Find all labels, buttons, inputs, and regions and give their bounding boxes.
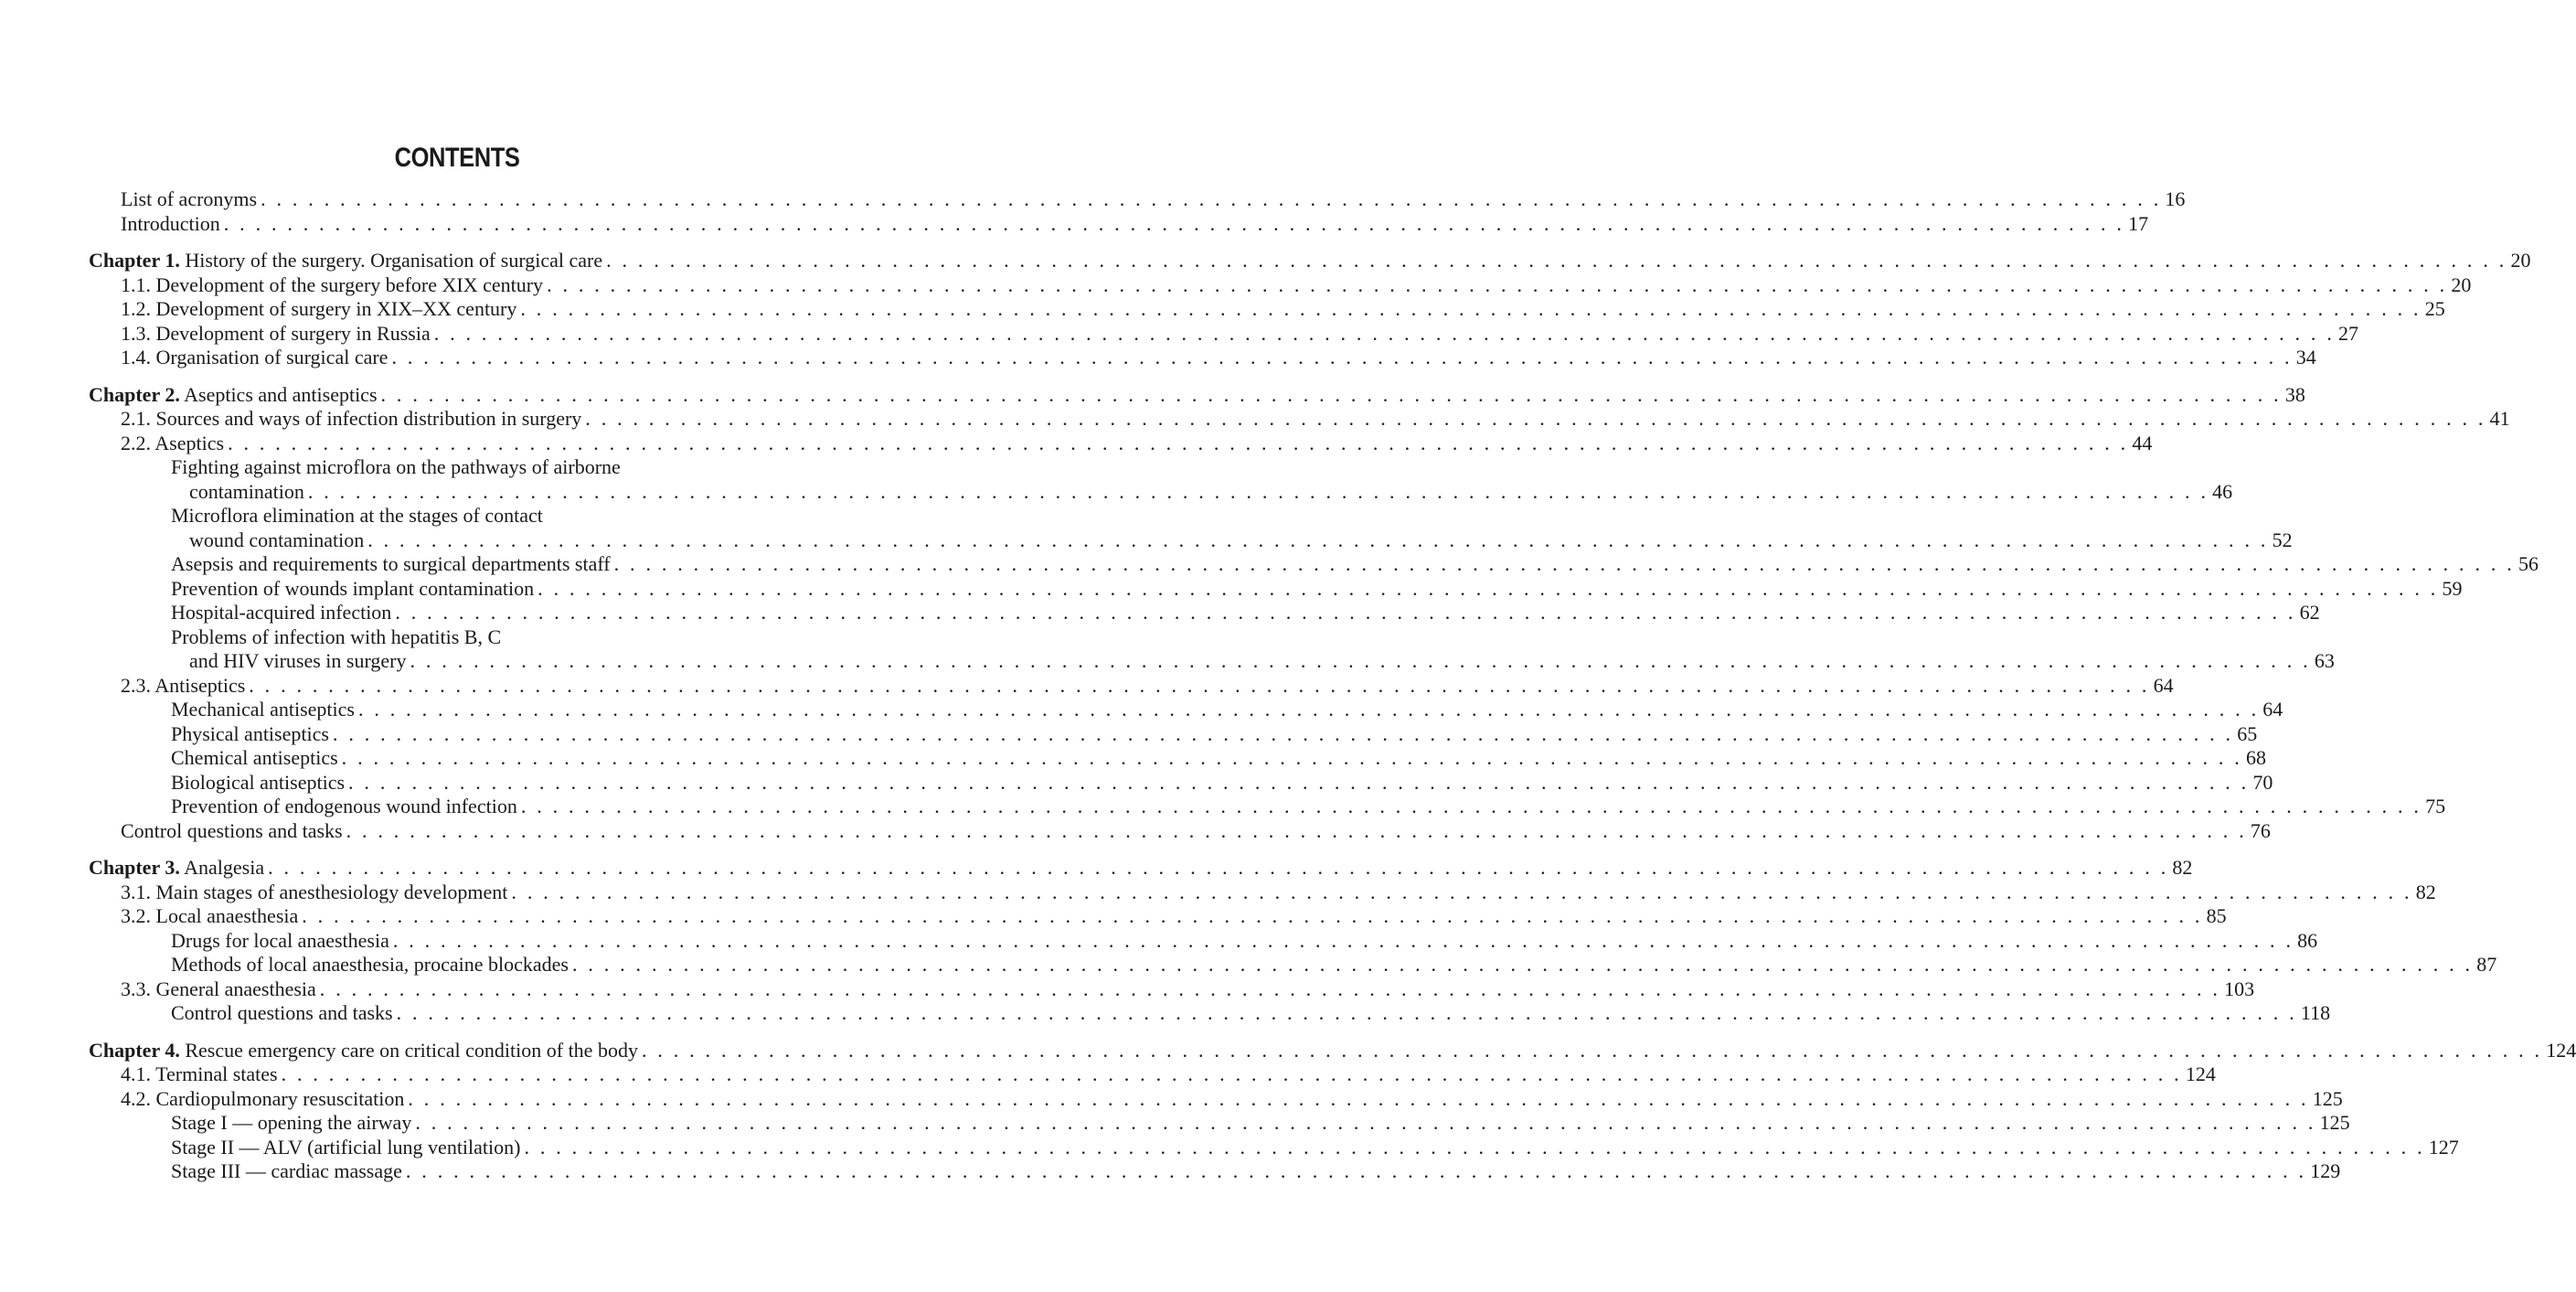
page-number: 27 xyxy=(2338,321,2359,345)
toc-chapter-entry xyxy=(89,249,2531,272)
dot-leader: . . . . . . . . . . . . . . . . . . . . . . . . . . . . . . . . . . . . . . . . . . . . . . . . . . . . . . . . . . . . . . . . . . . . . . . . . . . . . . . . . . . . . . . . . . . . . . . . . . . . . . . . . . . . . . . . . . . . . . . . xyxy=(538,576,2439,600)
page-number: 127 xyxy=(2428,1135,2459,1159)
entry-title-text: 1.1. Development of the surgery before XIX century xyxy=(121,272,544,296)
entry-title-text: List of acronyms xyxy=(121,187,258,210)
entry-title-text: 2.1. Sources and ways of infection distribution in surgery xyxy=(121,407,582,430)
toc-entry xyxy=(189,649,2335,673)
toc-entry xyxy=(171,928,2318,953)
toc-entry xyxy=(121,321,2359,346)
dot-leader: . . . . . . . . . . . . . . . . . . . . . . . . . . . . . . . . . . . . . . . . . . . . . . . . . . . . . . . . . . . . . . . . . . . . . . . . . . . . . . . . . . . . . . . . . . . . . . . . . . . . . . . . . . . . . . . . . . . . . . . . xyxy=(223,211,2125,235)
page-number: 62 xyxy=(2299,601,2320,624)
page-number: 82 xyxy=(2172,856,2193,879)
page-number: 44 xyxy=(2132,431,2153,454)
toc-entry xyxy=(171,1111,2350,1135)
toc-entry xyxy=(171,504,814,528)
dot-leader: . . . . . . . . . . . . . . . . . . . . . . . . . . . . . . . . . . . . . . . . . . . . . . . . . . . . . . . . . . . . . . . . . . . . . . . . . . . . . . . . . . . . . . . . . . . . . . . . . . . . . . . . . . . . . . . . . . . . . . . . xyxy=(392,928,2294,952)
dot-leader: . . . . . . . . . . . . . . . . . . . . . . . . . . . . . . . . . . . . . . . . . . . . . . . . . . . . . . . . . . . . . . . . . . . . . . . . . . . . . . . . . . . . . . . . . . . . . . . . . . . . . . . . . . . . . . . . . . . . . . . . xyxy=(281,1062,2182,1085)
toc-entry xyxy=(121,431,2153,455)
entry-title xyxy=(189,480,304,504)
entry-title-text: Stage I — opening the airway xyxy=(171,1111,412,1134)
entry-title-text: Analgesia xyxy=(179,856,265,879)
dot-leader: . . . . . . . . . . . . . . . . . . . . . . . . . . . . . . . . . . . . . . . . . . . . . . . . . . . . . . . . . . . . . . . . . . . . . . . . . . . . . . . . . . . . . . . . . . . . . . . . . . . . . . . . . . . . . . . . . . . . . . . . xyxy=(261,187,2162,210)
page-number: 76 xyxy=(2250,818,2271,842)
toc-entry xyxy=(121,904,2227,928)
toc-entry xyxy=(121,187,2186,211)
page-number: 64 xyxy=(2153,673,2174,697)
dot-leader: . . . . . . . . . . . . . . . . . . . . . . . . . . . . . . . . . . . . . . . . . . . . . . . . . . . . . . . . . . . . . . . . . . . . . . . . . . . . . . . . . . . . . . . . . . . . . . . . . . . . . . . . . . . . . . . . . . . . . . . . xyxy=(341,746,2242,769)
dot-leader: . . . . . . . . . . . . . . . . . . . . . . . . . . . . . . . . . . . . . . . . . . . . . . . . . . . . . . . . . . . . . . . . . . . . . . . . . . . . . . . . . . . . . . . . . . . . . . . . . . . . . . . . . . . . . . . . . . . . . . . . xyxy=(524,1135,2425,1159)
dot-leader: . . . . . . . . . . . . . . . . . . . . . . . . . . . . . . . . . . . . . . . . . . . . . . . . . . . . . . . . . . . . . . . . . . . . . . . . . . . . . . . . . . . . . . . . . . . . . . . . . . . . . . . . . . . . . . . . . . . . . . . . xyxy=(520,297,2422,320)
page-number: 103 xyxy=(2224,977,2255,1000)
entry-title xyxy=(89,856,264,880)
dot-leader: . . . . . . . . . . . . . . . . . . . . . . . . . . . . . . . . . . . . . . . . . . . . . . . . . . . . . . . . . . . . . . . . . . . . . . . . . . . . . . . . . . . . . . . . . . . . . . . . . . . . . . . . . . . . . . . . . . . . . . . . xyxy=(511,880,2412,903)
page-title: CONTENTS xyxy=(394,143,520,173)
entry-title-text: Control questions and tasks xyxy=(171,1001,393,1024)
dot-leader: . . . . . . . . . . . . . . . . . . . . . . . . . . . . . . . . . . . . . . . . . . . . . . . . . . . . . . . . . . . . . . . . . . . . . . . . . . . . . . . . . . . . . . . . . . . . . . . . . . . . . . . . . . . . . . . . . . . . . . . . xyxy=(433,321,2336,345)
entry-title xyxy=(189,529,364,552)
entry-title-text: wound contamination xyxy=(189,528,365,551)
dot-leader: . . . . . . . . . . . . . . . . . . . . . . . . . . . . . . . . . . . . . . . . . . . . . . . . . . . . . . . . . . . . . . . . . . . . . . . . . . . . . . . . . . . . . . . . . . . . . . . . . . . . . . . . . . . . . . . . . . . . . . . . xyxy=(380,382,2282,406)
dot-leader: . . . . . . . . . . . . . . . . . . . . . . . . . . . . . . . . . . . . . . . . . . . . . . . . . . . . . . . . . . . . . . . . . . . . . . . . . . . . . . . . . . . . . . . . . . . . . . . . . . . . . . . . . . . . . . . . . . . . . . . . xyxy=(606,249,2507,272)
entry-title-text: 2.2. Aseptics xyxy=(121,431,225,454)
entry-title-text: History of the surgery. Organisation of surgical care xyxy=(179,249,603,272)
entry-title-text: and HIV viruses in surgery xyxy=(189,649,407,672)
toc-chapter-entry xyxy=(89,1038,2576,1062)
entry-title xyxy=(171,577,534,601)
page-number: 124 xyxy=(2546,1038,2576,1062)
dot-leader: . . . . . . . . . . . . . . . . . . . . . . . . . . . . . . . . . . . . . . . . . . . . . . . . . . . . . . . . . . . . . . . . . . . . . . . . . . . . . . . . . . . . . . . . . . . . . . . . . . . . . . . . . . . . . . . . . . . . . . . . xyxy=(396,1001,2297,1024)
entry-title xyxy=(171,455,621,479)
page-number: 59 xyxy=(2442,576,2463,600)
dot-leader: . . . . . . . . . . . . . . . . . . . . . . . . . . . . . . . . . . . . . . . . . . . . . . . . . . . . . . . . . . . . . . . . . . . . . . . . . . . . . . . . . . . . . . . . . . . . . . . . . . . . . . . . . . . . . . . . . . . . . . . . xyxy=(415,1111,2316,1134)
page-number: 86 xyxy=(2297,928,2318,952)
entry-title-text: Physical antiseptics xyxy=(171,721,329,745)
entry-title-text: Stage III — cardiac massage xyxy=(171,1159,402,1182)
entry-title xyxy=(121,432,224,455)
chapter-label: Chapter 4. xyxy=(89,1038,180,1062)
dot-leader: . . . . . . . . . . . . . . . . . . . . . . . . . . . . . . . . . . . . . . . . . . . . . . . . . . . . . . . . . . . . . . . . . . . . . . . . . . . . . . . . . . . . . . . . . . . . . . . . . . . . . . . . . . . . . . . . . . . . . . . . xyxy=(547,272,2448,296)
entry-title xyxy=(121,346,388,369)
entry-title xyxy=(89,1039,638,1062)
entry-title-text: contamination xyxy=(189,479,304,503)
toc-entry xyxy=(189,528,2293,552)
dot-leader: . . . . . . . . . . . . . . . . . . . . . . . . . . . . . . . . . . . . . . . . . . . . . . . . . . . . . . . . . . . . . . . . . . . . . . . . . . . . . . . . . . . . . . . . . . . . . . . . . . . . . . . . . . . . . . . . . . . . . . . . xyxy=(228,431,2129,454)
dot-leader: . . . . . . . . . . . . . . . . . . . . . . . . . . . . . . . . . . . . . . . . . . . . . . . . . . . . . . . . . . . . . . . . . . . . . . . . . . . . . . . . . . . . . . . . . . . . . . . . . . . . . . . . . . . . . . . . . . . . . . . . xyxy=(571,953,2474,976)
page-number: 87 xyxy=(2476,953,2497,976)
dot-leader: . . . . . . . . . . . . . . . . . . . . . . . . . . . . . . . . . . . . . . . . . . . . . . . . . . . . . . . . . . . . . . . . . . . . . . . . . . . . . . . . . . . . . . . . . . . . . . . . . . . . . . . . . . . . . . . . . . . . . . . . xyxy=(332,721,2234,745)
entry-title xyxy=(121,407,581,431)
page-number: 52 xyxy=(2272,528,2293,551)
entry-title-text: Rescue emergency care on critical condition of the body xyxy=(179,1038,638,1062)
page-number: 82 xyxy=(2415,880,2436,903)
entry-title-text: Microflora elimination at the stages of contact xyxy=(171,504,543,527)
page-number: 25 xyxy=(2424,297,2445,320)
entry-title xyxy=(171,722,329,746)
entry-title xyxy=(121,273,543,297)
entry-title xyxy=(171,795,517,818)
entry-title-text: 1.4. Organisation of surgical care xyxy=(121,346,389,368)
entry-title-text: Chemical antiseptics xyxy=(171,746,338,769)
entry-title-text: Control questions and tasks xyxy=(121,818,343,842)
entry-title-text: Prevention of wounds implant contamination xyxy=(171,576,535,600)
page-number: 85 xyxy=(2206,904,2227,927)
toc-entry xyxy=(121,977,2255,1001)
entry-title xyxy=(121,819,343,843)
toc-entry xyxy=(121,297,2445,321)
entry-title-text: Fighting against microflora on the pathways of airborne xyxy=(171,455,621,478)
dot-leader: . . . . . . . . . . . . . . . . . . . . . . . . . . . . . . . . . . . . . . . . . . . . . . . . . . . . . . . . . . . . . . . . . . . . . . . . . . . . . . . . . . . . . . . . . . . . . . . . . . . . . . . . . . . . . . . . . . . . . . . . xyxy=(319,977,2221,1000)
entry-title-text: Biological antiseptics xyxy=(171,770,346,794)
toc-entry xyxy=(121,272,2472,297)
page-number: 34 xyxy=(2295,346,2316,368)
entry-title-text: Stage II — ALV (artificial lung ventilation) xyxy=(171,1135,521,1159)
entry-title-text: Mechanical antiseptics xyxy=(171,698,355,721)
toc-entry xyxy=(171,1159,2341,1183)
toc-entry xyxy=(171,625,814,649)
entry-title-text: Drugs for local anaesthesia xyxy=(171,928,389,952)
dot-leader: . . . . . . . . . . . . . . . . . . . . . . . . . . . . . . . . . . . . . . . . . . . . . . . . . . . . . . . . . . . . . . . . . . . . . . . . . . . . . . . . . . . . . . . . . . . . . . . . . . . . . . . . . . . . . . . . . . . . . . . . xyxy=(408,1086,2309,1110)
dot-leader: . . . . . . . . . . . . . . . . . . . . . . . . . . . . . . . . . . . . . . . . . . . . . . . . . . . . . . . . . . . . . . . . . . . . . . . . . . . . . . . . . . . . . . . . . . . . . . . . . . . . . . . . . . . . . . . . . . . . . . . . xyxy=(357,698,2260,721)
dot-leader: . . . . . . . . . . . . . . . . . . . . . . . . . . . . . . . . . . . . . . . . . . . . . . . . . . . . . . . . . . . . . . . . . . . . . . . . . . . . . . . . . . . . . . . . . . . . . . . . . . . . . . . . . . . . . . . . . . . . . . . . xyxy=(346,818,2247,842)
page-number: 75 xyxy=(2425,795,2446,817)
dot-leader: . . . . . . . . . . . . . . . . . . . . . . . . . . . . . . . . . . . . . . . . . . . . . . . . . . . . . . . . . . . . . . . . . . . . . . . . . . . . . . . . . . . . . . . . . . . . . . . . . . . . . . . . . . . . . . . . . . . . . . . . xyxy=(405,1159,2307,1182)
page-number: 129 xyxy=(2310,1159,2341,1182)
entry-title xyxy=(189,649,407,673)
toc-entry xyxy=(171,721,2258,746)
toc-entry xyxy=(189,479,2233,504)
entry-title xyxy=(121,297,516,321)
entry-title xyxy=(171,746,338,770)
toc-entry xyxy=(171,746,2266,770)
entry-title xyxy=(121,212,220,236)
entry-title xyxy=(171,771,345,795)
toc-entry xyxy=(171,576,2463,601)
entry-title-text: 4.1. Terminal states xyxy=(121,1062,278,1085)
dot-leader: . . . . . . . . . . . . . . . . . . . . . . . . . . . . . . . . . . . . . . . . . . . . . . . . . . . . . . . . . . . . . . . . . . . . . . . . . . . . . . . . . . . . . . . . . . . . . . . . . . . . . . . . . . . . . . . . . . . . . . . . xyxy=(348,770,2250,794)
entry-title xyxy=(171,1159,402,1183)
page-number: 68 xyxy=(2245,746,2266,769)
entry-title-text: 3.3. General anaesthesia xyxy=(121,977,316,1000)
entry-title-text: Methods of local anaesthesia, procaine blockades xyxy=(171,953,569,976)
toc-chapter-entry xyxy=(89,856,2193,880)
page-number: 41 xyxy=(2489,407,2510,430)
toc-entry xyxy=(121,818,2271,843)
page-number: 38 xyxy=(2284,382,2305,406)
entry-title-text: 4.2. Cardiopulmonary resuscitation xyxy=(121,1086,405,1110)
entry-title xyxy=(171,953,569,977)
chapter-label: Chapter 2. xyxy=(89,382,180,406)
entry-title-text: 3.1. Main stages of anesthesiology development xyxy=(121,880,508,903)
dot-leader: . . . . . . . . . . . . . . . . . . . . . . . . . . . . . . . . . . . . . . . . . . . . . . . . . . . . . . . . . . . . . . . . . . . . . . . . . . . . . . . . . . . . . . . . . . . . . . . . . . . . . . . . . . . . . . . . . . . . . . . . xyxy=(613,552,2515,575)
entry-title xyxy=(121,187,257,211)
dot-leader: . . . . . . . . . . . . . . . . . . . . . . . . . . . . . . . . . . . . . . . . . . . . . . . . . . . . . . . . . . . . . . . . . . . . . . . . . . . . . . . . . . . . . . . . . . . . . . . . . . . . . . . . . . . . . . . . . . . . . . . . xyxy=(395,601,2296,624)
entry-title xyxy=(171,929,389,953)
entry-title xyxy=(171,601,391,625)
entry-title-text: 3.2. Local anaesthesia xyxy=(121,904,299,927)
entry-title xyxy=(171,552,611,576)
entry-title xyxy=(89,383,378,407)
entry-title-text: Problems of infection with hepatitis B, C xyxy=(171,625,502,648)
entry-title xyxy=(171,1111,411,1135)
toc-entry xyxy=(171,770,2273,795)
entry-title xyxy=(121,881,507,904)
dot-leader: . . . . . . . . . . . . . . . . . . . . . . . . . . . . . . . . . . . . . . . . . . . . . . . . . . . . . . . . . . . . . . . . . . . . . . . . . . . . . . . . . . . . . . . . . . . . . . . . . . . . . . . . . . . . . . . . . . . . . . . . xyxy=(641,1038,2543,1062)
page-number: 46 xyxy=(2212,479,2233,503)
entry-title-text: Aseptics and antiseptics xyxy=(179,382,378,406)
page-number: 20 xyxy=(2451,272,2472,296)
entry-title xyxy=(121,1062,278,1086)
page-number: 125 xyxy=(2312,1086,2343,1110)
toc-entry xyxy=(121,346,2316,369)
dot-leader: . . . . . . . . . . . . . . . . . . . . . . . . . . . . . . . . . . . . . . . . . . . . . . . . . . . . . . . . . . . . . . . . . . . . . . . . . . . . . . . . . . . . . . . . . . . . . . . . . . . . . . . . . . . . . . . . . . . . . . . . xyxy=(520,795,2422,817)
toc-entry xyxy=(121,1086,2343,1111)
entry-title-text: 2.3. Antiseptics xyxy=(121,673,246,697)
page-number: 64 xyxy=(2262,698,2283,721)
entry-title xyxy=(171,625,501,649)
page-number: 118 xyxy=(2300,1001,2331,1024)
page-number: 17 xyxy=(2128,211,2149,235)
toc-entry xyxy=(171,601,2320,625)
toc-entry xyxy=(121,211,2149,236)
dot-leader: . . . . . . . . . . . . . . . . . . . . . . . . . . . . . . . . . . . . . . . . . . . . . . . . . . . . . . . . . . . . . . . . . . . . . . . . . . . . . . . . . . . . . . . . . . . . . . . . . . . . . . . . . . . . . . . . . . . . . . . . xyxy=(410,649,2311,672)
dot-leader: . . . . . . . . . . . . . . . . . . . . . . . . . . . . . . . . . . . . . . . . . . . . . . . . . . . . . . . . . . . . . . . . . . . . . . . . . . . . . . . . . . . . . . . . . . . . . . . . . . . . . . . . . . . . . . . . . . . . . . . . xyxy=(391,346,2293,368)
page-number: 125 xyxy=(2319,1111,2350,1134)
toc-entry xyxy=(121,407,2510,431)
entry-title-text: Hospital-acquired infection xyxy=(171,601,392,624)
toc-entry xyxy=(121,880,2436,904)
chapter-label: Chapter 1. xyxy=(89,249,180,272)
entry-title xyxy=(121,977,316,1001)
toc-entry xyxy=(171,455,814,479)
page-number: 16 xyxy=(2165,187,2186,210)
dot-leader: . . . . . . . . . . . . . . . . . . . . . . . . . . . . . . . . . . . . . . . . . . . . . . . . . . . . . . . . . . . . . . . . . . . . . . . . . . . . . . . . . . . . . . . . . . . . . . . . . . . . . . . . . . . . . . . . . . . . . . . . xyxy=(302,904,2203,927)
entry-title xyxy=(121,674,245,698)
page-number: 65 xyxy=(2237,721,2258,745)
toc-chapter-entry xyxy=(89,382,2305,407)
toc-entry xyxy=(171,552,2539,576)
entry-title xyxy=(121,322,431,346)
entry-title xyxy=(121,1087,404,1111)
entry-title xyxy=(171,698,355,721)
entry-title xyxy=(171,504,543,528)
toc-entry xyxy=(171,953,2497,977)
dot-leader: . . . . . . . . . . . . . . . . . . . . . . . . . . . . . . . . . . . . . . . . . . . . . . . . . . . . . . . . . . . . . . . . . . . . . . . . . . . . . . . . . . . . . . . . . . . . . . . . . . . . . . . . . . . . . . . . . . . . . . . . xyxy=(307,479,2209,503)
dot-leader: . . . . . . . . . . . . . . . . . . . . . . . . . . . . . . . . . . . . . . . . . . . . . . . . . . . . . . . . . . . . . . . . . . . . . . . . . . . . . . . . . . . . . . . . . . . . . . . . . . . . . . . . . . . . . . . . . . . . . . . . xyxy=(249,673,2150,697)
toc-entry xyxy=(121,673,2174,698)
page-number: 20 xyxy=(2510,249,2531,272)
entry-title-text: 1.3. Development of surgery in Russia xyxy=(121,321,431,345)
page-number: 63 xyxy=(2314,649,2335,672)
toc-entry xyxy=(171,1135,2459,1159)
entry-title xyxy=(89,249,602,272)
chapter-label: Chapter 3. xyxy=(89,856,180,879)
entry-title-text: Prevention of endogenous wound infection xyxy=(171,795,517,817)
entry-title xyxy=(171,1001,393,1025)
toc-entry xyxy=(171,795,2446,818)
dot-leader: . . . . . . . . . . . . . . . . . . . . . . . . . . . . . . . . . . . . . . . . . . . . . . . . . . . . . . . . . . . . . . . . . . . . . . . . . . . . . . . . . . . . . . . . . . . . . . . . . . . . . . . . . . . . . . . . . . . . . . . . xyxy=(585,407,2486,430)
dot-leader: . . . . . . . . . . . . . . . . . . . . . . . . . . . . . . . . . . . . . . . . . . . . . . . . . . . . . . . . . . . . . . . . . . . . . . . . . . . . . . . . . . . . . . . . . . . . . . . . . . . . . . . . . . . . . . . . . . . . . . . . xyxy=(268,856,2169,879)
entry-title xyxy=(171,1136,520,1159)
dot-leader: . . . . . . . . . . . . . . . . . . . . . . . . . . . . . . . . . . . . . . . . . . . . . . . . . . . . . . . . . . . . . . . . . . . . . . . . . . . . . . . . . . . . . . . . . . . . . . . . . . . . . . . . . . . . . . . . . . . . . . . . xyxy=(367,528,2269,551)
toc-entry xyxy=(121,1062,2216,1086)
entry-title xyxy=(121,904,298,928)
entry-title-text: 1.2. Development of surgery in XIX–XX century xyxy=(121,297,517,320)
entry-title-text: Asepsis and requirements to surgical departments staff xyxy=(171,552,611,575)
toc-entry xyxy=(171,1001,2331,1025)
page-number: 70 xyxy=(2252,770,2273,794)
toc-entry xyxy=(171,698,2283,721)
page-number: 124 xyxy=(2185,1062,2216,1085)
entry-title-text: Introduction xyxy=(121,211,220,235)
page-number: 56 xyxy=(2517,552,2539,575)
